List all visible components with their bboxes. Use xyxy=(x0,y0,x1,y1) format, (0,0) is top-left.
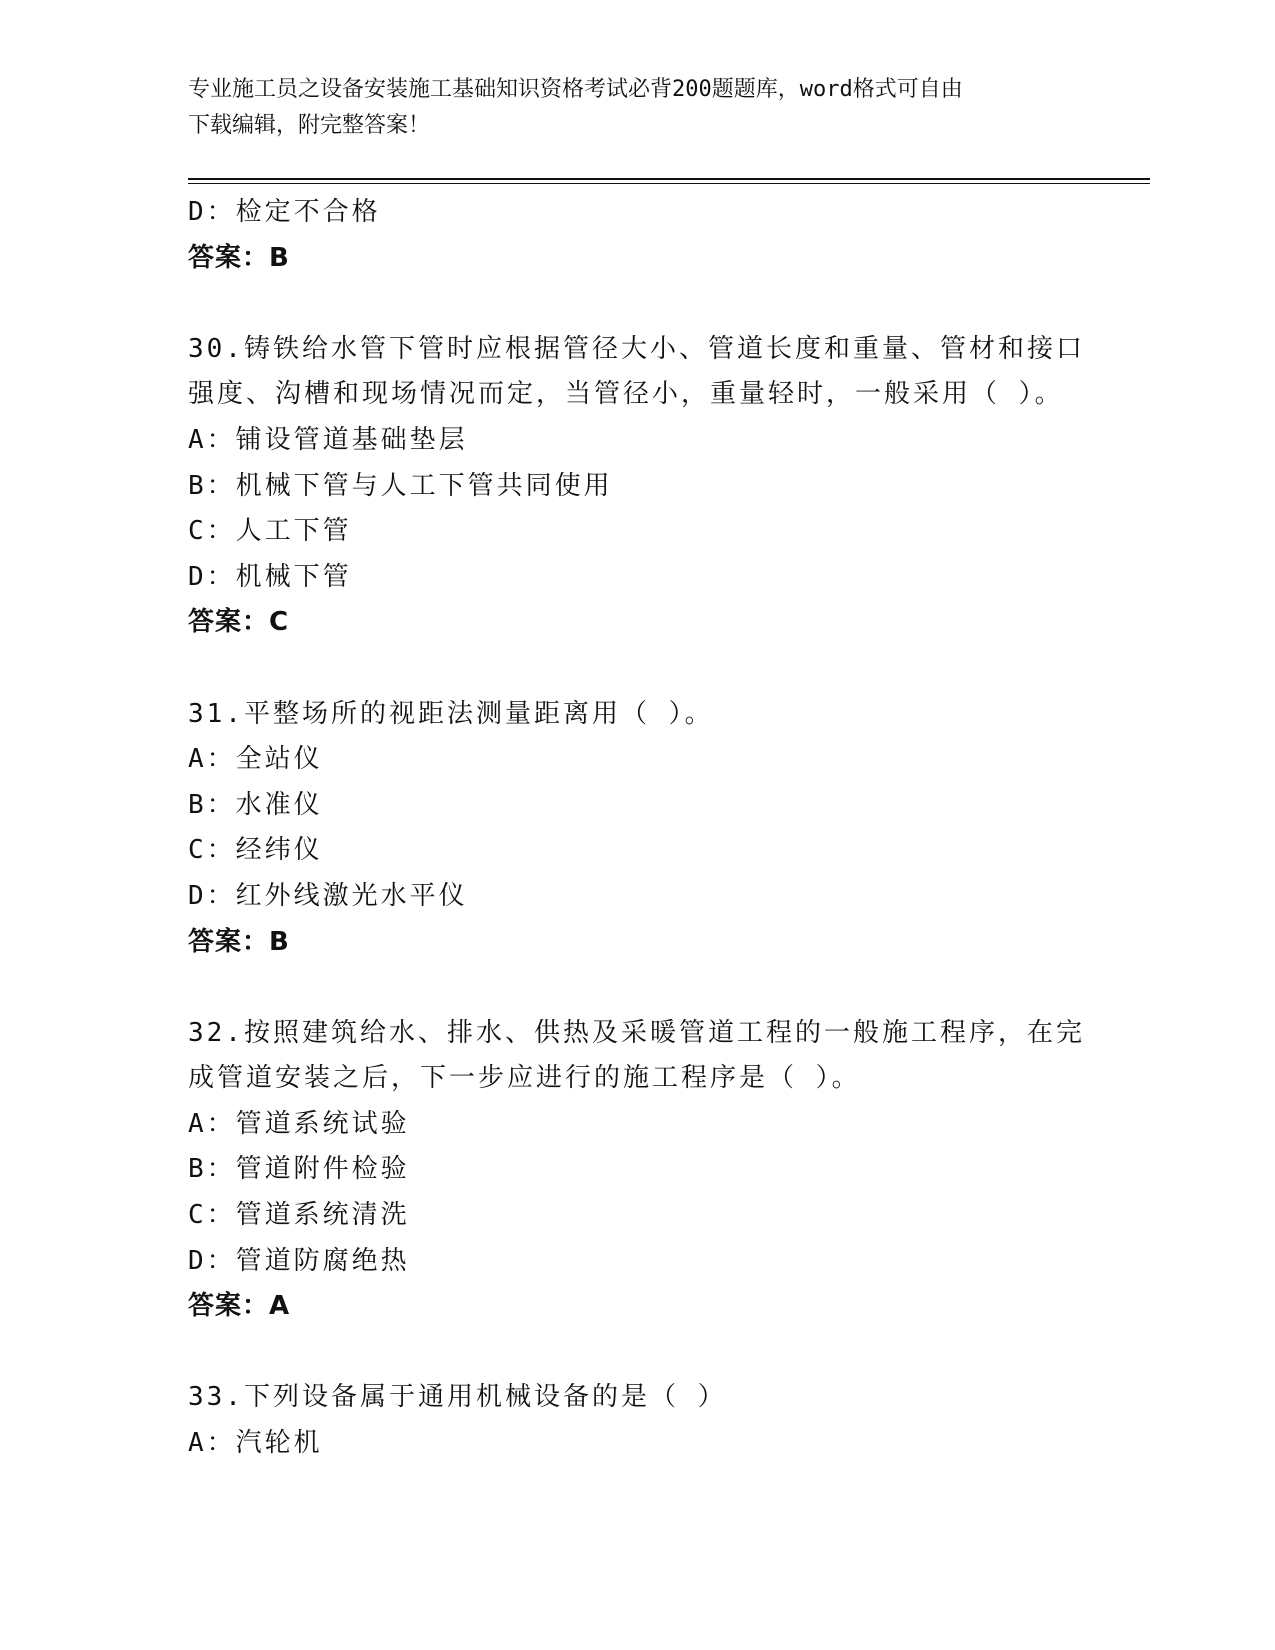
question-text-line: 33.下列设备属于通用机械设备的是（ ） xyxy=(188,1382,727,1413)
document-body xyxy=(188,190,1088,1467)
spacer xyxy=(188,281,1088,327)
option-a: A：铺设管道基础垫层 xyxy=(188,424,468,455)
answer-line: 答案：A xyxy=(188,1291,291,1322)
question-text-line: 强度、沟槽和现场情况而定，当管径小，重量轻时，一般采用（ ）。 xyxy=(188,379,1064,410)
option-c: C：管道系统清洗 xyxy=(188,1200,410,1231)
option-b: B：水准仪 xyxy=(188,789,323,820)
question-text-line: 30.铸铁给水管下管时应根据管径大小、管道长度和重量、管材和接口 xyxy=(188,333,1085,364)
answer-line: 答案：B xyxy=(188,926,290,957)
question-30 xyxy=(188,327,1088,646)
question-text-line: 成管道安装之后，下一步应进行的施工程序是（ ）。 xyxy=(188,1063,861,1094)
question-31 xyxy=(188,692,1088,966)
question-33 xyxy=(188,1375,1088,1466)
spacer xyxy=(188,965,1088,1011)
spacer xyxy=(188,1330,1088,1376)
option-d: D：红外线激光水平仪 xyxy=(188,880,468,911)
question-text-line: 32.按照建筑给水、排水、供热及采暖管道工程的一般施工程序，在完 xyxy=(188,1017,1085,1048)
option-d: D：管道防腐绝热 xyxy=(188,1245,410,1276)
question-32 xyxy=(188,1011,1088,1330)
option-d: D：机械下管 xyxy=(188,561,352,592)
header-rule-thin xyxy=(188,183,1150,184)
option-a: A：全站仪 xyxy=(188,744,323,775)
header-rule-thick xyxy=(188,178,1150,180)
option-a: A：汽轮机 xyxy=(188,1428,323,1459)
header-line-2: 下载编辑，附完整答案！ xyxy=(188,113,431,138)
answer-line: 答案：C xyxy=(188,607,290,638)
option-b: B：机械下管与人工下管共同使用 xyxy=(188,470,613,501)
question-text-line: 31.平整场所的视距法测量距离用（ ）。 xyxy=(188,698,714,729)
option-a: A：管道系统试验 xyxy=(188,1108,410,1139)
option-b: B：管道附件检验 xyxy=(188,1154,410,1185)
header-line-1: 专业施工员之设备安装施工基础知识资格考试必背200题题库，word格式可自由 xyxy=(188,77,963,102)
prev-option-d: D：检定不合格 xyxy=(188,197,381,227)
option-c: C：经纬仪 xyxy=(188,835,323,866)
option-c: C：人工下管 xyxy=(188,516,352,547)
spacer xyxy=(188,646,1088,692)
prev-answer: 答案：B xyxy=(188,242,290,273)
document-header xyxy=(188,72,1088,144)
